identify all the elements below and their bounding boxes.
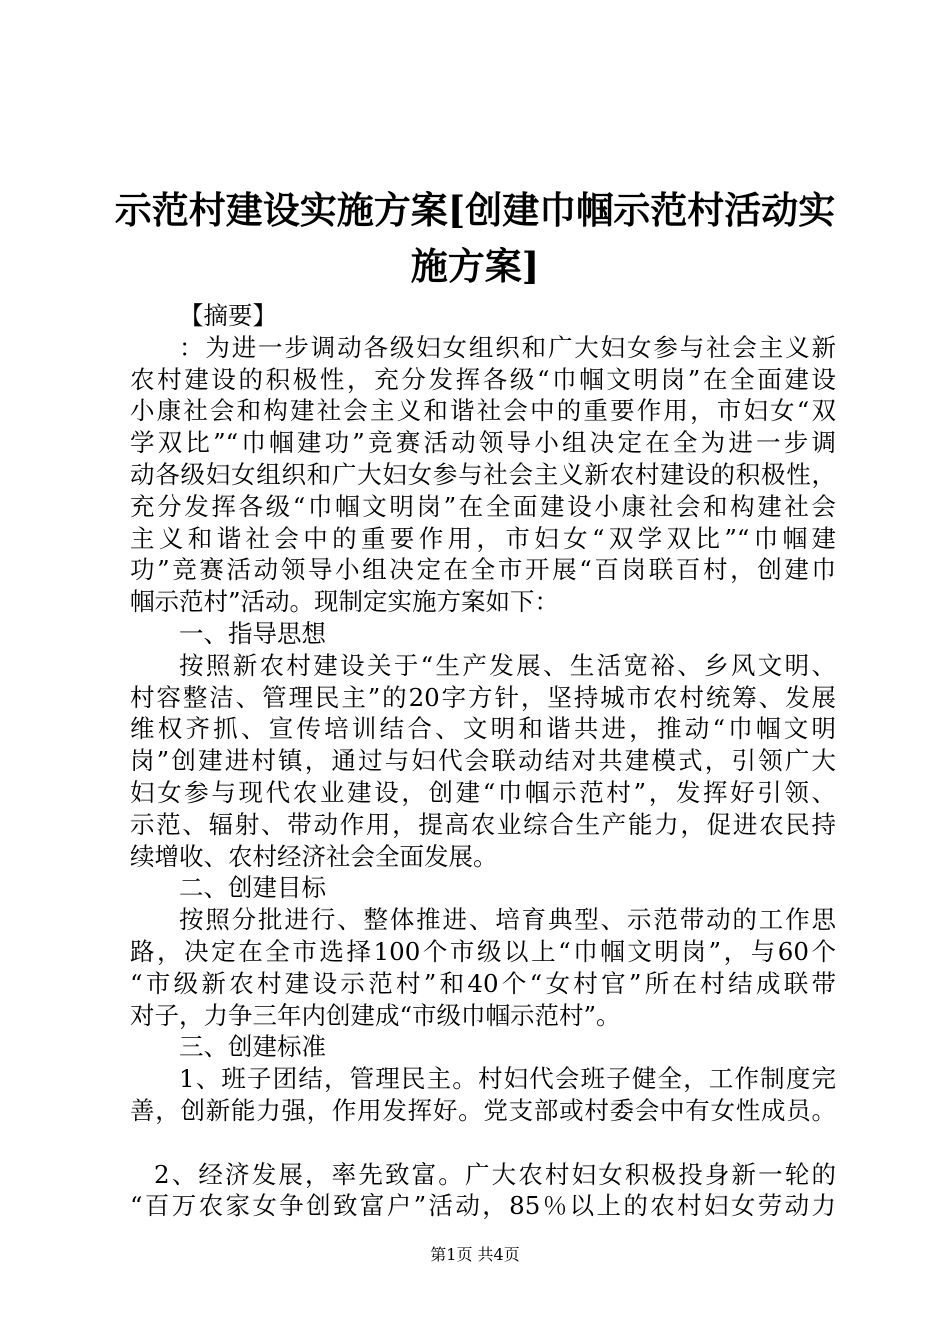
body-line: 帼示范村”活动。现制定实施方案如下：: [130, 587, 560, 617]
body-line: 按照新农村建设关于“生产发展、生活宽裕、乡风文明、: [179, 650, 836, 680]
body-line: 学双比”“巾帼建功”竞赛活动领导小组决定在全为进一步调: [130, 428, 836, 458]
page-footer: 第1页 共4页: [430, 1245, 520, 1264]
body-line: 对子，力争三年内创建成“市级巾帼示范村”。: [130, 1000, 621, 1030]
body-line: 主义和谐社会中的重要作用，市妇女“双学双比”“巾帼建: [130, 523, 836, 553]
body-line: 路，决定在全市选择100个市级以上“巾帼文明岗”，与60个: [130, 936, 836, 966]
body-line: 维权齐抓、宣传培训结合、文明和谐共进，推动“巾帼文明: [130, 714, 836, 744]
body-line: 岗”创建进村镇，通过与妇代会联动结对共建模式，引领广大: [130, 746, 836, 776]
body-line: 农村建设的积极性，充分发挥各级“巾帼文明岗”在全面建设: [130, 364, 836, 394]
body-line: ：为进一步调动各级妇女组织和广大妇女参与社会主义新: [179, 332, 836, 362]
body-line: 1、班子团结，管理民主。村妇代会班子健全，工作制度完: [179, 1064, 836, 1094]
body-line: 按照分批进行、整体推进、培育典型、示范带动的工作思: [179, 905, 836, 935]
body-line: 善，创新能力强，作用发挥好。党支部或村委会中有女性成员。: [130, 1095, 836, 1125]
document-title-line-2: 施方案]: [410, 244, 540, 288]
body-line: 2、经济发展，率先致富。广大农村妇女积极投身新一轮的: [154, 1159, 836, 1189]
body-line: 续增收、农村经济社会全面发展。: [130, 841, 498, 871]
body-line: 充分发挥各级“巾帼文明岗”在全面建设小康社会和构建社会: [130, 491, 836, 521]
document-title-line-1: 示范村建设实施方案[创建巾帼示范村活动实: [114, 188, 836, 232]
body-line: 小康社会和构建社会主义和谐社会中的重要作用，市妇女“双: [130, 396, 836, 426]
body-line: 功”竞赛活动领导小组决定在全市开展“百岗联百村，创建巾: [130, 555, 836, 585]
body-line: 村容整洁、管理民主”的20字方针，坚持城市农村统筹、发展: [130, 682, 836, 712]
body-line: 妇女参与现代农业建设，创建“巾帼示范村”，发挥好引领、: [130, 777, 836, 807]
body-line: “百万农家女争创致富户”活动，85％以上的农村妇女劳动力: [130, 1191, 836, 1221]
body-line: 动各级妇女组织和广大妇女参与社会主义新农村建设的积极性，: [130, 459, 836, 489]
section-heading: 二、创建目标: [179, 873, 326, 903]
section-heading: 一、指导思想: [179, 618, 326, 648]
document-body: [130, 300, 836, 1222]
paragraph-gap: [130, 1127, 836, 1159]
body-line: “市级新农村建设示范村”和40个“女村官”所在村结成联带: [130, 968, 836, 998]
section-heading: 三、创建标准: [179, 1032, 326, 1062]
abstract-heading: 【摘要】: [179, 301, 277, 330]
body-line: 示范、辐射、带动作用，提高农业综合生产能力，促进农民持: [130, 809, 836, 839]
